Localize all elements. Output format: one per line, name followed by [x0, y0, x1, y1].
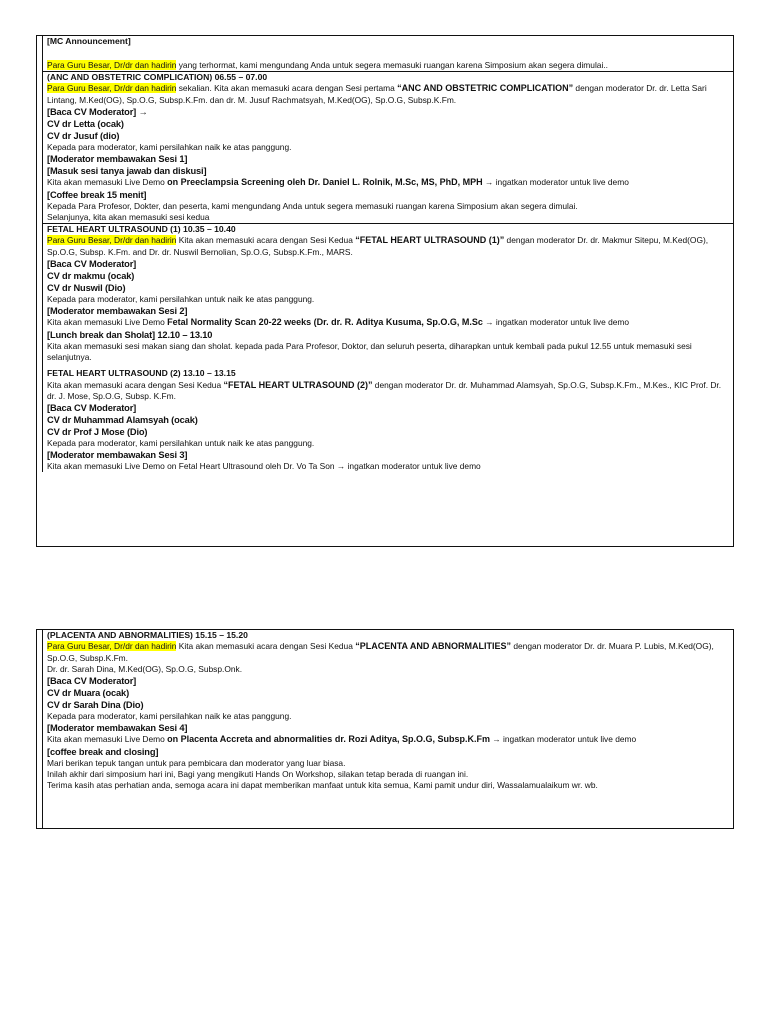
live-demo-line: Kita akan memasuki Live Demo on Preeclampsia Screening oleh Dr. Daniel L. Rolnik, M.Sc, MS, PhD, MPH → ingatkan moderator untuk live demo	[47, 177, 629, 188]
moderator-cue: [Moderator membawakan Sesi 1]	[47, 154, 188, 165]
session-3-heading: FETAL HEART ULTRASOUND (2) 13.10 – 13.15	[47, 368, 236, 379]
cv-instruction: [Baca CV Moderator]	[47, 403, 137, 414]
moderator-invite: Kepada para moderator, kami persilahkan naik ke atas panggung.	[47, 710, 292, 721]
moderator-cue: [Moderator membawakan Sesi 3]	[47, 450, 188, 461]
moderator-invite: Kepada para moderator, kami persilahkan untuk naik ke atas panggung.	[47, 293, 315, 304]
moderator-cue: [Moderator membawakan Sesi 4]	[47, 722, 188, 733]
cv-instruction: [Baca CV Moderator] →	[47, 106, 148, 117]
session-4-heading: (PLACENTA AND ABNORMALITIES) 15.15 – 15.20	[47, 630, 248, 640]
moderator-cue: [Moderator membawakan Sesi 2]	[47, 305, 188, 316]
lunch-break-cue: [Lunch break dan Sholat] 12.10 – 13.10	[47, 329, 213, 340]
session-4-cell	[42, 630, 733, 828]
cv-entry: CV dr Muara (ocak)	[47, 687, 130, 698]
cv-entry: CV dr Prof J Mose (Dio)	[47, 427, 148, 438]
cv-instruction: [Baca CV Moderator]	[47, 258, 137, 269]
session-1-cell	[42, 71, 733, 223]
mc-announcement-cell	[42, 36, 733, 71]
closing-line: Inilah akhir dari simposium hari ini, Bagi yang mengikuti Hands On Workshop, silakan tetap berada di ruangan ini.	[47, 768, 469, 779]
lunch-break-text: Kita akan memasuki sesi makan siang dan sholat. kepada pada Para Profesor, Doktor, dan seluruh peserta, diharapkan untuk kembali pada pukul 12.55 untuk memasuki sesi selanjutnya.	[47, 340, 692, 362]
cv-entry: CV dr Jusuf (dio)	[47, 131, 120, 142]
coffee-break-cue: [Coffee break 15 menit]	[47, 189, 147, 200]
qa-cue: [Masuk sesi tanya jawab dan diskusi]	[47, 166, 207, 177]
closing-line: Terima kasih atas perhatian anda, semoga acara ini dapat memberikan manfaat untuk kita semua, Kami pamit undur diri, Wassalamualaikum wr. wb.	[47, 779, 598, 790]
session-1-heading: (ANC AND OBSTETRIC COMPLICATION) 06.55 – 07.00	[47, 72, 268, 83]
session-1-intro: Para Guru Besar, Dr/dr dan hadirin sekalian. Kita akan memasuki acara dengan Sesi pertama “ANC AND OBSTETRIC COMPLICATION” dengan moderator Dr. dr. Letta Sari Lintang, M.Ked(OG), Sp.O.G, Subsp.K.Fm. dan dr. M. Jusuf Rachmatsyah, M.Ked(OG), Sp.O.G, Subsp.K.Fm.	[47, 83, 707, 105]
live-demo-line: Kita akan memasuki Live Demo Fetal Normality Scan 20-22 weeks (Dr. dr. R. Aditya Kusuma, Sp.O.G, M.Sc → ingatkan moderator untuk live demo	[47, 316, 630, 327]
coffee-break-text: Kepada Para Profesor, Dokter, dan peserta, kami mengundang Anda untuk segera memasuki ruangan karena Simposium akan segera dimulai.	[47, 200, 578, 211]
live-demo-line: Kita akan memasuki Live Demo on Fetal Heart Ultrasound oleh Dr. Vo Ta Son → ingatkan moderator untuk live demo	[47, 461, 481, 472]
session-2-intro: Para Guru Besar, Dr/dr dan hadirin Kita akan memasuki acara dengan Sesi Kedua “FETAL HEART ULTRASOUND (1)” dengan moderator Dr. dr. Makmur Sitepu, M.Ked(OG), Sp.O.G, Subsp. K.Fm. and Dr. dr. Nuswil Bernolian, Sp.O.G, Subsp.K.Fm., MARS.	[47, 234, 709, 257]
live-demo-line: Kita akan memasuki Live Demo on Placenta Accreta and abnormalities dr. Rozi Aditya, Sp.O.G, Subsp.K.Fm → ingatkan moderator untuk live demo	[47, 733, 637, 744]
greeting-highlight: Para Guru Besar, Dr/dr dan hadirin	[47, 60, 177, 71]
cv-entry: CV dr makmu (ocak)	[47, 270, 135, 281]
opening-line: Para Guru Besar, Dr/dr dan hadirin yang terhormat, kami mengundang Anda untuk segera memasuki ruangan karena Simposium akan segera dimulai..	[47, 60, 608, 71]
cv-entry: CV dr Sarah Dina (Dio)	[47, 699, 144, 710]
closing-line: Mari berikan tepuk tangan untuk para pembicara dan moderator yang luar biasa.	[47, 757, 346, 768]
script-table-1	[36, 35, 734, 547]
moderator-invite: Kepada para moderator, kami persilahkan untuk naik ke atas panggung.	[47, 438, 315, 449]
session-4-intro-line2: Dr. dr. Sarah Dina, M.Ked(OG), Sp.O.G, Subsp.Onk.	[47, 663, 243, 674]
closing-cue: [coffee break and closing]	[47, 746, 159, 757]
session-4-intro: Para Guru Besar, Dr/dr dan hadirin Kita akan memasuki acara dengan Sesi Kedua “PLACENTA AND ABNORMALITIES” dengan moderator Dr. dr. Muara P. Lubis, M.Ked(OG), Sp.O.G, Subsp.K.Fm.	[47, 641, 714, 663]
next-session-text: Selanjunya, kita akan memasuki sesi kedua	[47, 211, 210, 222]
cv-entry: CV dr Muhammad Alamsyah (ocak)	[47, 415, 198, 426]
mc-header: [MC Announcement]	[47, 36, 131, 46]
session-3-intro: Kita akan memasuki acara dengan Sesi Kedua “FETAL HEART ULTRASOUND (2)” dengan moderator Dr. dr. Muhammad Alamsyah, Sp.O.G, Subsp.K.Fm., M.Kes., KIC Prof. Dr. dr. J. Mose, Sp.O.G, Subsp. K.Fm.	[47, 379, 722, 402]
session-2-heading: FETAL HEART ULTRASOUND (1) 10.35 – 10.40	[47, 223, 236, 234]
cv-entry: CV dr Nuswil (Dio)	[47, 282, 126, 293]
moderator-invite: Kepada para moderator, kami persilahkan naik ke atas panggung.	[47, 142, 292, 153]
session-2-cell	[42, 223, 733, 473]
cv-instruction: [Baca CV Moderator]	[47, 675, 137, 686]
cv-entry: CV dr Letta (ocak)	[47, 118, 124, 129]
script-table-2	[36, 629, 734, 829]
